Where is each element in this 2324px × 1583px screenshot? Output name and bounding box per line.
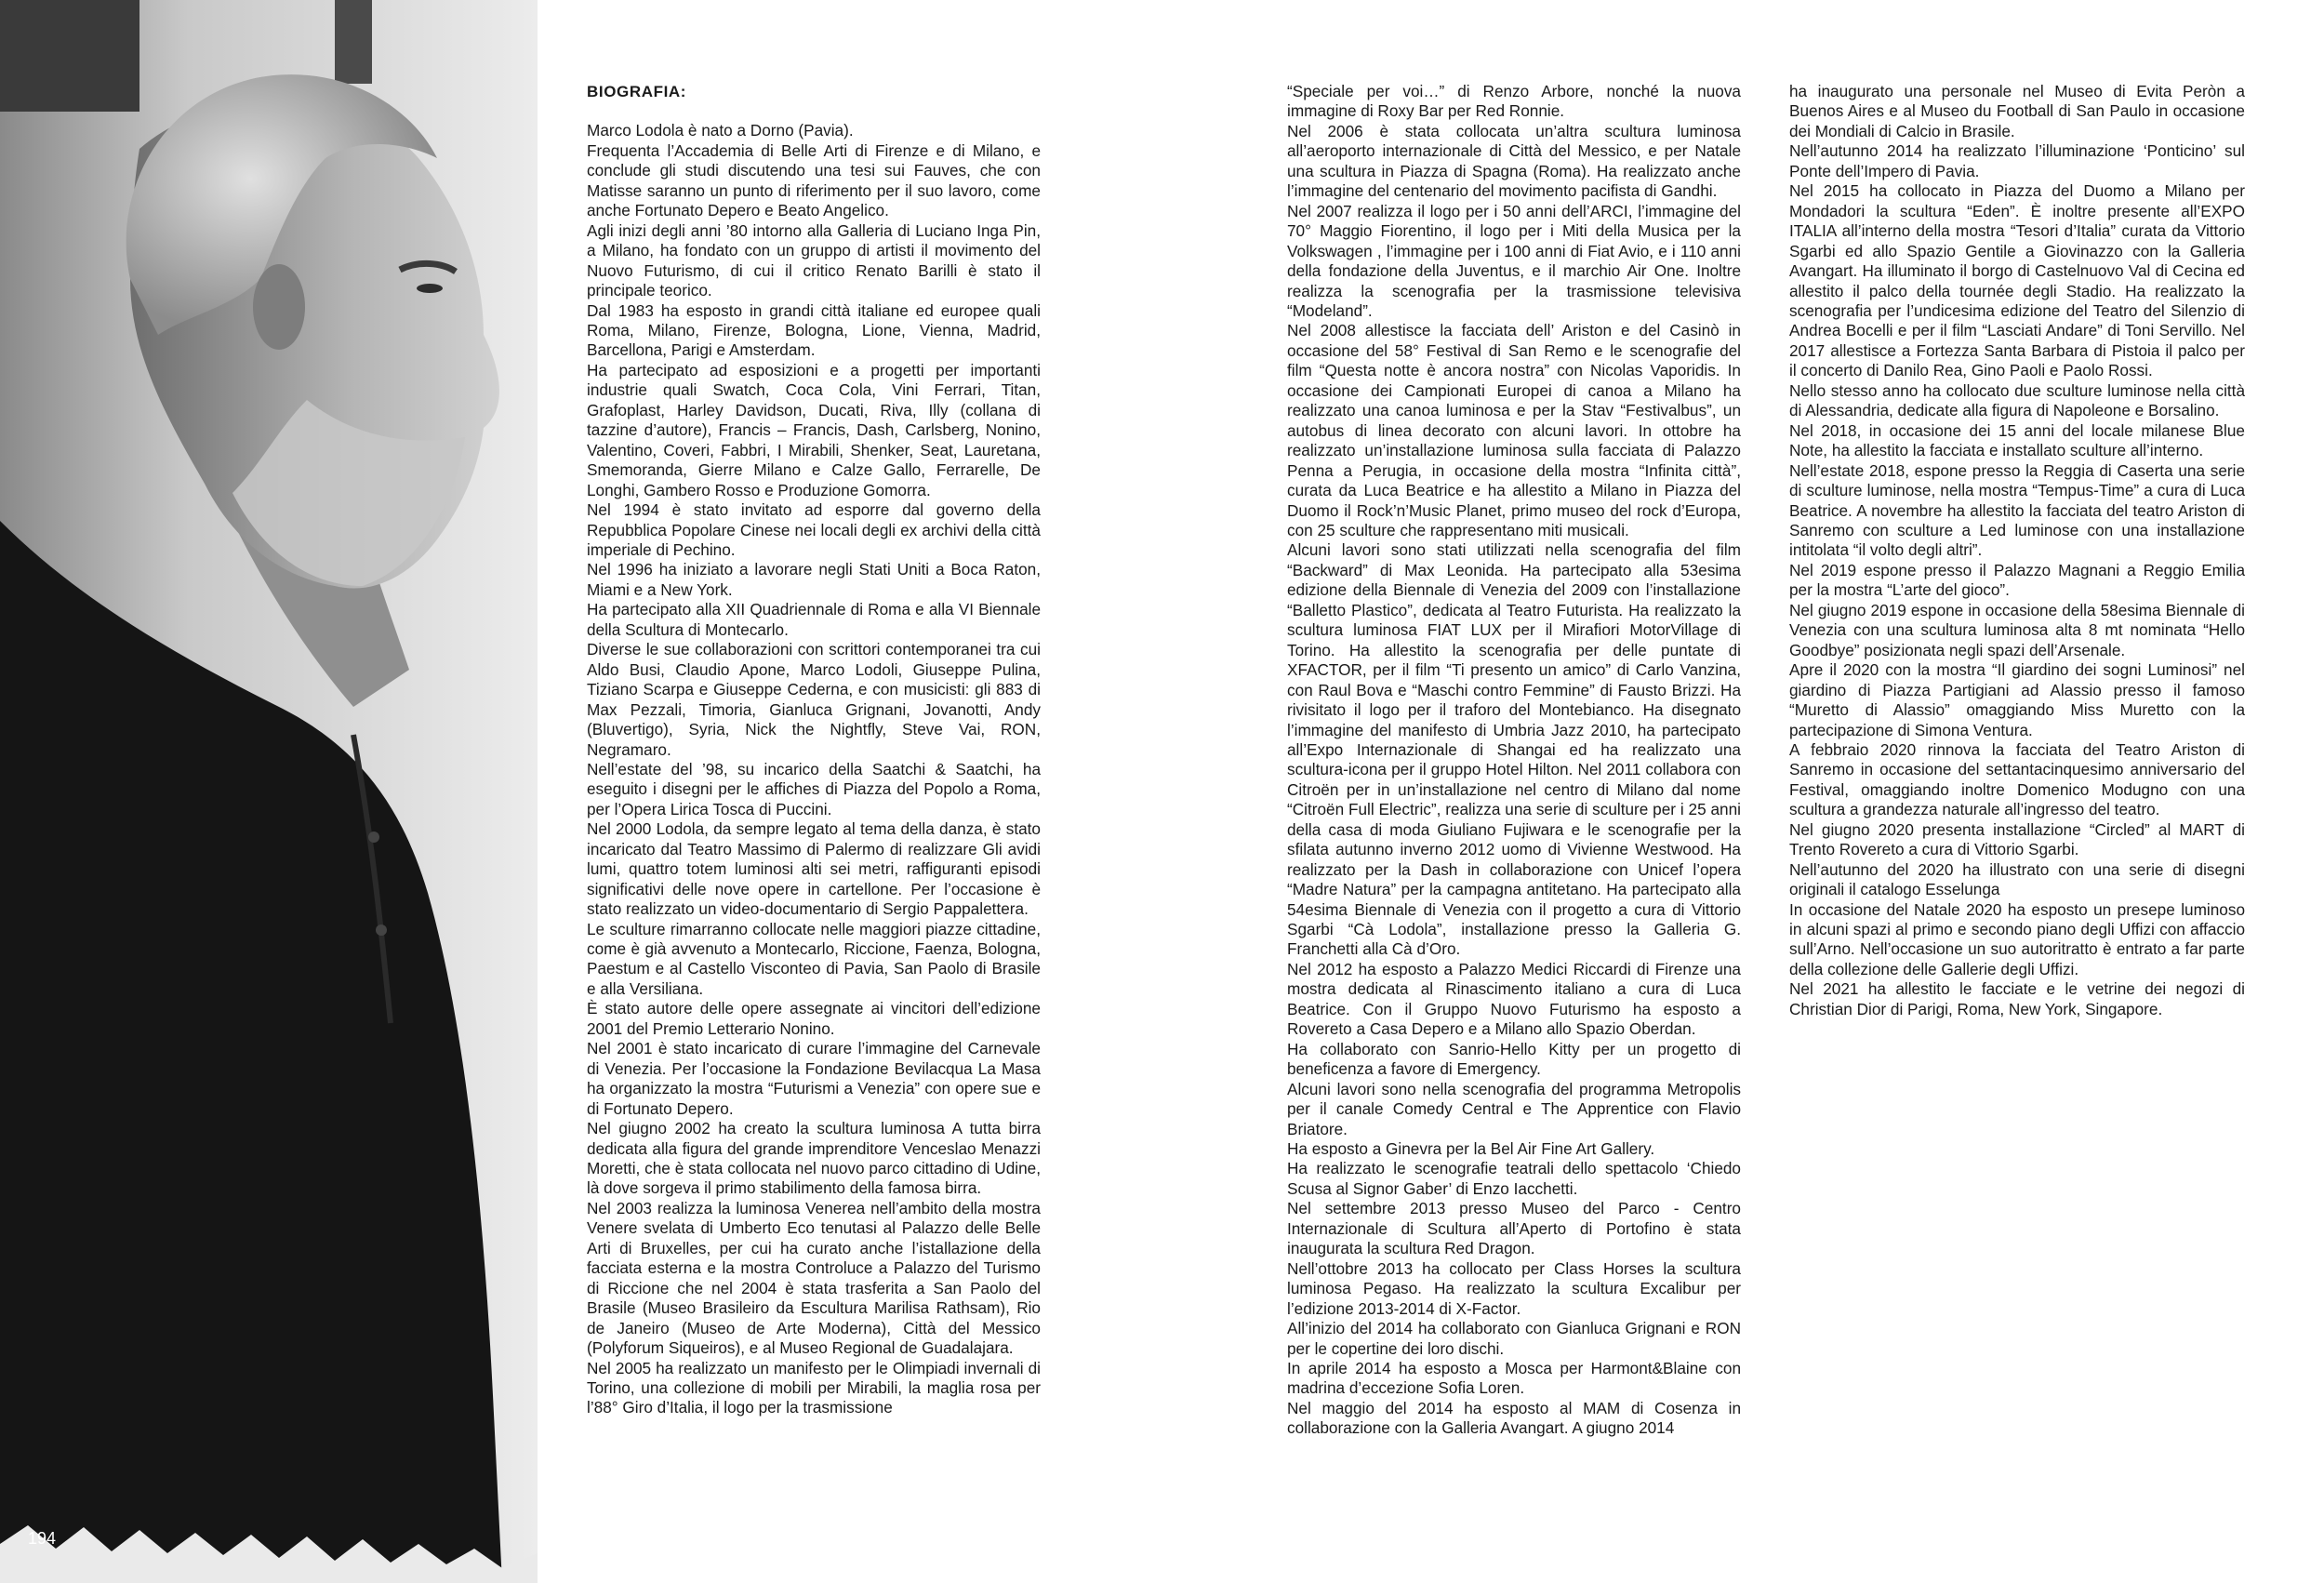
paragraph: Nell’estate del ’98, su incarico della Saatchi & Saatchi, ha eseguito i disegni per le affiches di Piazza del Popolo a Roma, per l’Opera Lirica Tosca di Puccini. <box>587 759 1041 818</box>
paragraph: Nell’autunno del 2020 ha illustrato con una serie di disegni originali il catalogo Esselunga <box>1789 859 2245 899</box>
paragraph: “Speciale per voi…” di Renzo Arbore, nonché la nuova immagine di Roxy Bar per Red Ronnie. <box>1287 82 1741 121</box>
paragraph: Nel 2012 ha esposto a Palazzo Medici Riccardi di Firenze una mostra dedicata al Rinascimento italiano a cura di Luca Beatrice. Con il Gruppo Nuovo Futurismo ha esposto a Rovereto a Casa Depero e a Milano allo Spazio Oberdan. <box>1287 959 1741 1039</box>
paragraph: Nel giugno 2002 ha creato la scultura luminosa A tutta birra dedicata alla figura del grande imprenditore Venceslao Menazzi Moretti, che è stata collocata nel nuovo parco cittadino di Udine, là dove sorgeva il primo stabilimento della famosa birra. <box>587 1119 1041 1198</box>
paragraph: Alcuni lavori sono nella scenografia del programma Metropolis per il canale Comedy Central e The Apprentice con Flavio Briatore. <box>1287 1079 1741 1138</box>
paragraph: Nel 2015 ha collocato in Piazza del Duomo a Milano per Mondadori la scultura “Eden”. È inoltre presente all’EXPO ITALIA all’interno della mostra “Tesori d’Italia” curata da Vittorio Sgarbi ed allo Spazio Gentile a Giovinazzo con la Galleria Avangart. Ha illuminato il borgo di Castelnuovo Val di Cecina ed allestito il palco della tournée degli Stadio. Ha realizzato la scenografia per l’undicesima edizione del Teatro del Silenzio di Andrea Bocelli e per il film “Lasciati Andare” di Toni Servillo. Nel 2017 allestisce a Fortezza Santa Barbara di Pistoia il palco per il concerto di Danilo Rea, Gino Paoli e Paolo Rossi. <box>1789 181 2245 380</box>
paragraph: Nel 1994 è stato invitato ad esporre dal governo della Repubblica Popolare Cinese nei locali degli ex archivi della città imperiale di Pechino. <box>587 500 1041 559</box>
paragraph: Nel 2019 espone presso il Palazzo Magnani a Reggio Emilia per la mostra “L’arte del gioco”. <box>1789 560 2245 600</box>
paragraph: All’inizio del 2014 ha collaborato con Gianluca Grignani e RON per le copertine dei loro dischi. <box>1287 1319 1741 1358</box>
paragraph: A febbraio 2020 rinnova la facciata del Teatro Ariston di Sanremo in occasione del settantacinquesimo anniversario del Festival, omaggiando inoltre Domenico Modugno con una scultura a grandezza naturale all’ingresso del teatro. <box>1789 739 2245 819</box>
paragraph: Nell’estate 2018, espone presso la Reggia di Caserta una serie di sculture luminose, nella mostra “Tempus-Time” a cura di Luca Beatrice. A novembre ha allestito la facciata del teatro Ariston di Sanremo con sculture a Led luminose con una installazione intitolata “il volto degli altri”. <box>1789 460 2245 560</box>
paragraph: In aprile 2014 ha esposto a Mosca per Harmont&Blaine con madrina d’eccezione Sofia Loren. <box>1287 1359 1741 1398</box>
portrait-illustration <box>0 0 538 1583</box>
paragraph: Nel 2000 Lodola, da sempre legato al tema della danza, è stato incaricato dal Teatro Massimo di Palermo di realizzare Gli avidi lumi, quattro totem luminosi alti sei metri, raffiguranti episodi significativi delle nove opere in cartellone. Per l’occasione è stato realizzato un video-documentario di Sergio Pappalettera. <box>587 819 1041 919</box>
biography-heading: BIOGRAFIA: <box>587 83 687 100</box>
page-number: 194 <box>28 1529 57 1548</box>
paragraph: Nel 2018, in occasione dei 15 anni del locale milanese Blue Note, ha allestito la facciata e installato sculture all’interno. <box>1789 420 2245 460</box>
paragraph: Ha partecipato ad esposizioni e a progetti per importanti industrie quali Swatch, Coca Cola, Vini Ferrari, Titan, Grafoplast, Harley Davidson, Ducati, Riva, Illy (collana di tazzine d’autore), Francis – Francis, Dash, Carlsberg, Nonino, Valentino, Coveri, Fabbri, I Mirabili, Shenker, Seat, Lauretana, Smemoranda, Gierre Milano e Calze Gallo, Ferrarelle, De Longhi, Gambero Rosso e Produzione Gomorra. <box>587 360 1041 499</box>
biography-column-2 <box>1287 82 1741 1439</box>
paragraph: Nel giugno 2019 espone in occasione della 58esima Biennale di Venezia con una scultura luminosa alta 8 mt nominata “Hello Goodbye” posizionata negli spazi dell’Arsenale. <box>1789 600 2245 659</box>
paragraph: Diverse le sue collaborazioni con scrittori contemporanei tra cui Aldo Busi, Claudio Apone, Marco Lodoli, Giuseppe Pulina, Tiziano Scarpa e Giuseppe Cederna, e con musicisti: gli 883 di Max Pezzali, Timoria, Gianluca Grignani, Jovanotti, Andy (Bluvertigo), Syria, Nick the Nightfly, Steve Vai, RON, Negramaro. <box>587 640 1041 759</box>
paragraph: Apre il 2020 con la mostra “Il giardino dei sogni Luminosi” nel giardino di Piazza Partigiani ad Alassio presso il famoso “Muretto di Alassio” omaggiando Miss Muretto con la partecipazione di Simona Ventura. <box>1789 660 2245 739</box>
paragraph: Nel 2008 allestisce la facciata dell’ Ariston e del Casinò in occasione del 58° Festival di San Remo e le scenografie del film “Questa notte è ancora nostra” con Nicolas Vaporidis. In occasione dei Campionati Europei di canoa a Milano ha realizzato una canoa luminosa e per la Stav “Festivalbus”, un autobus di linea decorato con alcuni lavori. In ottobre ha realizzato un’installazione luminosa sulla facciata di Palazzo Penna a Perugia, in occasione della mostra “Infinita città”, curata da Luca Beatrice e ha allestito a Milano in Piazza del Duomo il Rock’n’Music Planet, primo museo del rock d’Europa, con 25 sculture che rappresentano miti musicali. <box>1287 321 1741 539</box>
artist-portrait-photo <box>0 0 538 1583</box>
paragraph: Ha partecipato alla XII Quadriennale di Roma e alla VI Biennale della Scultura di Montecarlo. <box>587 600 1041 639</box>
paragraph: Ha realizzato le scenografie teatrali dello spettacolo ‘Chiedo Scusa al Signor Gaber’ di Enzo Iacchetti. <box>1287 1159 1741 1198</box>
paragraph: Nel 1996 ha iniziato a lavorare negli Stati Uniti a Boca Raton, Miami e a New York. <box>587 560 1041 599</box>
biography-column-3 <box>1789 82 2245 1019</box>
paragraph: In occasione del Natale 2020 ha esposto un presepe luminoso in alcuni spazi al primo e secondo piano degli Uffizi con affaccio sull’Arno. Nell’occasione un suo autoritratto è entrato a far parte della collezione delle Gallerie degli Uffizi. <box>1789 899 2245 978</box>
paragraph: Marco Lodola è nato a Dorno (Pavia). <box>587 121 854 140</box>
paragraph: Nel giugno 2020 presenta installazione “Circled” al MART di Trento Rovereto a cura di Vittorio Sgarbi. <box>1789 819 2245 859</box>
paragraph: Agli inizi degli anni ’80 intorno alla Galleria di Luciano Inga Pin, a Milano, ha fondato con un gruppo di artisti il movimento del Nuovo Futurismo, di cui il critico Renato Barilli è stato il principale teorico. <box>587 220 1041 300</box>
paragraph: Nell’autunno 2014 ha realizzato l’illuminazione ‘Ponticino’ sul Ponte dell’Impero di Pavia. <box>1789 141 2245 180</box>
paragraph: Ha collaborato con Sanrio-Hello Kitty per un progetto di beneficenza a favore di Emergency. <box>1287 1039 1741 1079</box>
paragraph: Nello stesso anno ha collocato due sculture luminose nella città di Alessandria, dedicate alla figura di Napoleone e Borsalino. <box>1789 380 2245 420</box>
paragraph: Le sculture rimarranno collocate nelle maggiori piazze cittadine, come è già avvenuto a Montecarlo, Riccione, Faenza, Bologna, Paestum e al Castello Visconteo di Pavia, San Paolo di Brasile e alla Versiliana. <box>587 919 1041 998</box>
paragraph: Ha esposto a Ginevra per la Bel Air Fine Art Gallery. <box>1287 1139 1655 1159</box>
biography-column-1 <box>587 82 1041 1418</box>
paragraph: Dal 1983 ha esposto in grandi città italiane ed europee quali Roma, Milano, Firenze, Bologna, Lione, Vienna, Madrid, Barcellona, Parigi e Amsterdam. <box>587 300 1041 360</box>
paragraph: Frequenta l’Accademia di Belle Arti di Firenze e di Milano, e conclude gli studi discutendo una tesi sui Fauves, che con Matisse saranno un punto di riferimento per il suo lavoro, come anche Fortunato Depero e Beato Angelico. <box>587 140 1041 220</box>
paragraph: ha inaugurato una personale nel Museo di Evita Peròn a Buenos Aires e al Museo du Football di San Paulo in occasione dei Mondiali di Calcio in Brasile. <box>1789 82 2245 140</box>
paragraph: Nel maggio del 2014 ha esposto al MAM di Cosenza in collaborazione con la Galleria Avangart. A giugno 2014 <box>1287 1398 1741 1438</box>
paragraph: Nel 2007 realizza il logo per i 50 anni dell’ARCI, l’immagine del 70° Maggio Fiorentino, il logo per i Miti della Musica per la Volkswagen , l’immagine per i 100 anni di Fiat Avio, e i 110 anni della fondazione della Juventus, e il marchio Air One. Inoltre realizza la scenografia per la trasmissione televisiva “Modeland”. <box>1287 201 1741 320</box>
paragraph: Nel 2006 è stata collocata un’altra scultura luminosa all’aeroporto internazionale di Città del Messico, e per Natale una scultura in Piazza di Spagna (Roma). Ha realizzato anche l’immagine del centenario del movimento pacifista di Gandhi. <box>1287 121 1741 201</box>
paragraph: È stato autore delle opere assegnate ai vincitori dell’edizione 2001 del Premio Letterario Nonino. <box>587 999 1041 1038</box>
paragraph: Nel 2021 ha allestito le facciate e le vetrine dei negozi di Christian Dior di Parigi, Roma, New York, Singapore. <box>1789 979 2245 1018</box>
paragraph: Nel settembre 2013 presso Museo del Parco - Centro Internazionale di Scultura all’Aperto di Portofino è stata inaugurata la scultura Red Dragon. <box>1287 1199 1741 1258</box>
paragraph: Nel 2005 ha realizzato un manifesto per le Olimpiadi invernali di Torino, una collezione di mobili per Mirabili, la maglia rosa per l’88° Giro d’Italia, il logo per la trasmissione <box>587 1358 1041 1417</box>
paragraph: Alcuni lavori sono stati utilizzati nella scenografia del film “Backward” di Max Leonida. Ha partecipato alla 53esima edizione della Biennale di Venezia del 2009 con l’installazione “Balletto Plastico”, dedicata al Teatro Futurista. Ha realizzato la scultura luminosa FIAT LUX per il Mirafiori MotorVillage di Torino. Ha allestito la scenografia per delle puntate di XFACTOR, per il film “Ti presento un amico” di Carlo Vanzina, con Raul Bova e “Maschi contro Femmine” di Fausto Brizzi. Ha rivisitato il logo per il traforo del Montebianco. Ha disegnato l’immagine del manifesto di Umbria Jazz 2010, ha partecipato all’Expo Internazionale di Shangai ed ha realizzato una scultura-icona per il gruppo Hotel Hilton. Nel 2011 collabora con Citroën per in un’installazione nel centro di Milano dal nome “Citroën Full Electric”, realizza una serie di sculture per i 25 anni della casa di moda Giuliano Fujiwara e le scenografie per la sfilata autunno inverno 2012 uomo di Vivienne Westwood. Ha realizzato per la Dash in collaborazione con Unicef l’opera “Madre Natura” per la campagna antitetano. Ha partecipato alla 54esima Biennale di Venezia con il progetto a cura di Vittorio Sgarbi “Cà Lodola”, installazione presso la Galleria G. Franchetti alla Cà d’Oro. <box>1287 540 1741 959</box>
paragraph: Nel 2001 è stato incaricato di curare l’immagine del Carnevale di Venezia. Per l’occasione la Fondazione Bevilacqua La Masa ha organizzato la mostra “Futurismi a Venezia” con opere sue e di Fortunato Depero. <box>587 1039 1041 1118</box>
paragraph: Nel 2003 realizza la luminosa Venerea nell’ambito della mostra Venere svelata di Umberto Eco tenutasi al Palazzo delle Belle Arti di Bruxelles, per cui ha curato anche l’istallazione della facciata esterna e la mostra Controluce a Palazzo del Turismo di Riccione che nel 2004 è stata trasferita a San Paolo del Brasile (Museo Brasileiro da Escultura Marilisa Rathsam), Rio de Janeiro (Museo de Arte Moderna), Città del Messico (Polyforum Siqueiros), e al Museo Regional de Guadalajara. <box>587 1198 1041 1358</box>
paragraph: Nell’ottobre 2013 ha collocato per Class Horses la scultura luminosa Pegaso. Ha realizzato la scultura Excalibur per l’edizione 2013-2014 di X-Factor. <box>1287 1258 1741 1318</box>
